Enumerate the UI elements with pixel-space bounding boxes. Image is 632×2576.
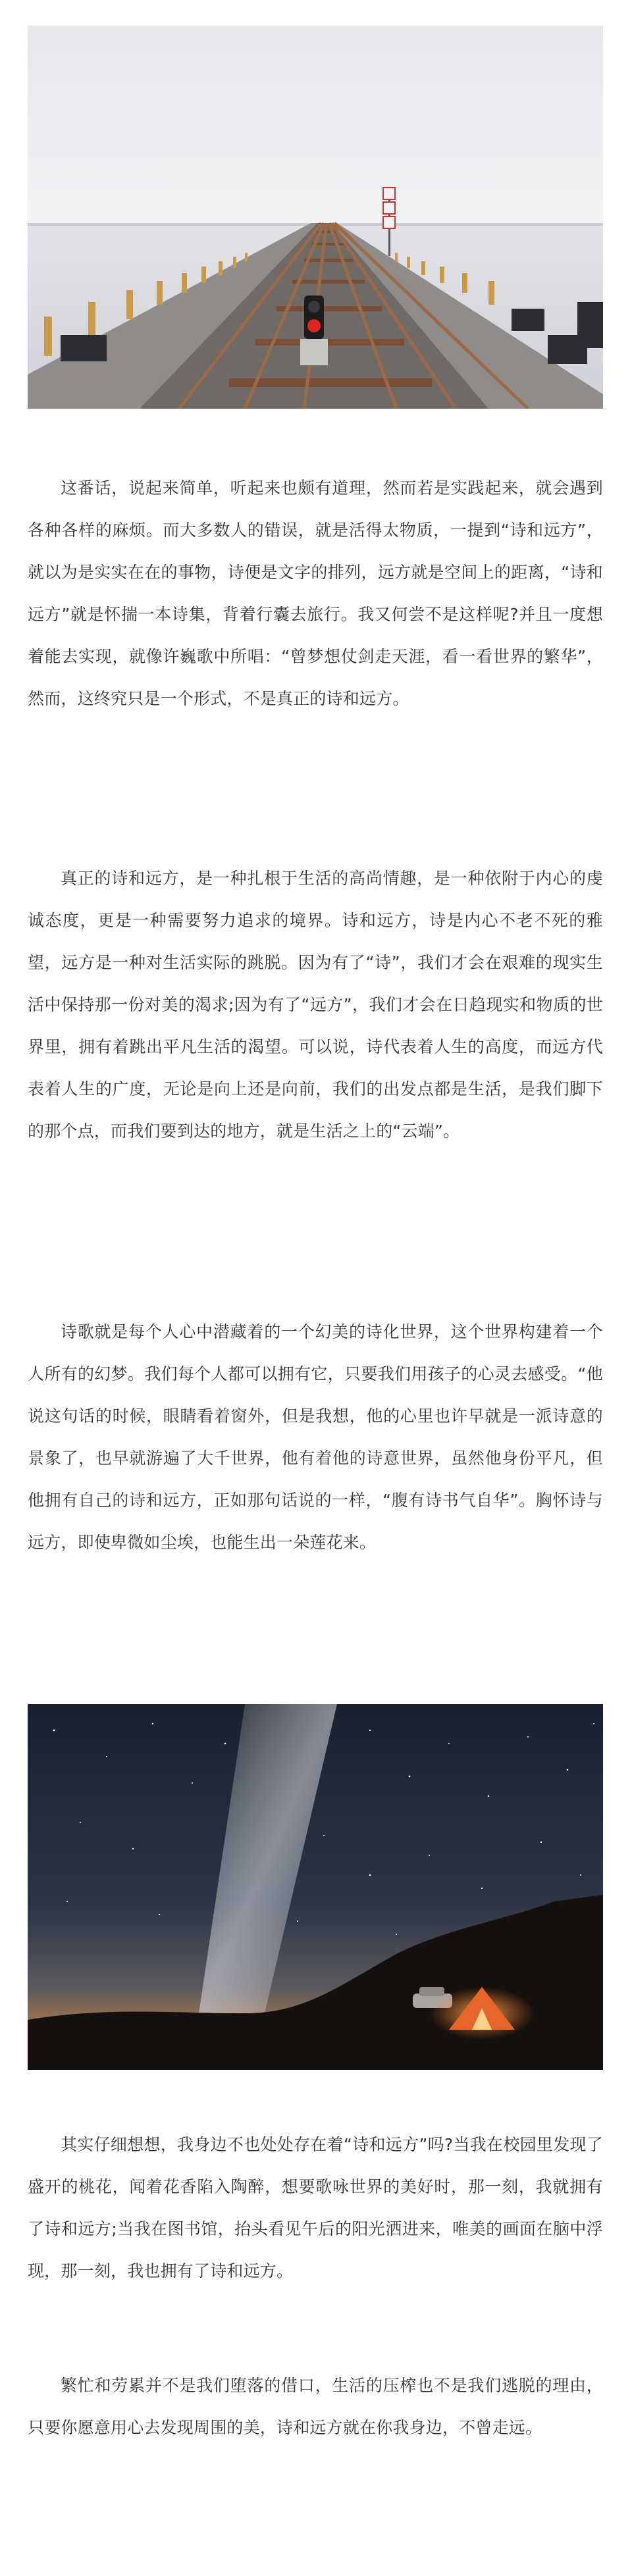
paragraph: 诗歌就是每个人心中潜藏着的一个幻美的诗化世界，这个世界构建着一个人所有的幻梦。我们每个人都可以拥有它，只要我们用孩子的心灵去感受。“他说这句话的时候，眼睛看着窗外，但是我想，他的心里也许早就是一派诗意的景象了，也早就游遍了大千世界，他有着他的诗意世界，虽然他身份平凡，但他拥有自己的诗和远方，正如那句话说的一样，“腹有诗书气自华”。胸怀诗与远方，即使卑微如尘埃，也能生出一朵莲花来。 (28, 1322, 604, 1552)
night-sky-photo (28, 1704, 603, 2070)
railway-illustration (28, 26, 603, 409)
paragraph: 这番话，说起来简单，听起来也颇有道理，然而若是实践起来，就会遇到各种各样的麻烦。而大多数人的错误，就是活得太物质，一提到“诗和远方”，就以为是实实在在的事物，诗便是文字的排列，远方就是空间上的距离，“诗和远方”就是怀揣一本诗集，背着行囊去旅行。我又何尝不是这样呢?并且一度想着能去实现，就像许巍歌中所唱：“曾梦想仗剑走天涯，看一看世界的繁华”，然而，这终究只是一个形式，不是真正的诗和远方。 (28, 478, 603, 708)
paragraph: 其实仔细想想，我身边不也处处存在着“诗和远方”吗?当我在校园里发现了盛开的桃花，闻着花香陷入陶醉，想要歌咏世界的美好时，那一刻，我就拥有了诗和远方;当我在图书馆，抬头看见午后的阳光洒进来，唯美的画面在脑中浮现，那一刻，我也拥有了诗和远方。 (28, 2135, 603, 2280)
night-sky-illustration (28, 1704, 603, 2070)
paragraph: 真正的诗和远方，是一种扎根于生活的高尚情趣，是一种依附于内心的虔诚态度，更是一种需要努力追求的境界。诗和远方，诗是内心不老不死的雅望，远方是一种对生活实际的跳脱。因为有了“诗”，我们才会在艰难的现实生活中保持那一份对美的渴求;因为有了“远方”，我们才会在日趋现实和物质的世界里，拥有着跳出平凡生活的渴望。可以说，诗代表着人生的高度，而远方代表着人生的广度，无论是向上还是向前，我们的出发点都是生活，是我们脚下的那个点，而我们要到达的地方，就是生活之上的“云端”。 (28, 869, 603, 1141)
signal-light-icon (300, 296, 328, 365)
paragraph: 繁忙和劳累并不是我们堕落的借口，生活的压榨也不是我们逃脱的理由，只要你愿意用心去发现周围的美，诗和远方就在你我身边，不曾走远。 (28, 2376, 603, 2437)
railway-photo (28, 26, 603, 409)
